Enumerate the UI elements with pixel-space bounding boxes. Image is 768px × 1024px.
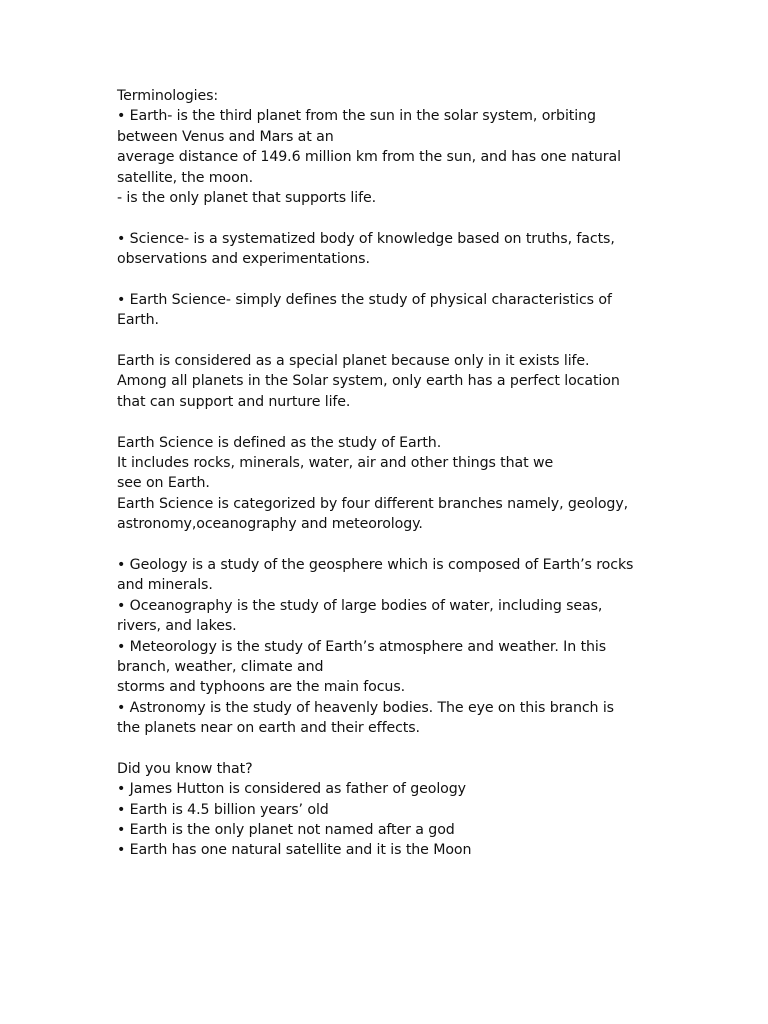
text-line: and minerals. — [117, 577, 213, 594]
text-line: Among all planets in the Solar system, only earth has a perfect location — [117, 373, 620, 390]
list-item: • James Hutton is considered as father of geology — [117, 781, 466, 798]
text-line: • Oceanography is the study of large bodies of water, including seas, — [117, 597, 603, 614]
text-line: that can support and nurture life. — [117, 393, 351, 410]
text-line: Earth is considered as a special planet because only in it exists life. — [117, 353, 590, 370]
section-heading-terminologies: Terminologies: — [117, 88, 219, 104]
text-line: the planets near on earth and their effects. — [117, 720, 420, 737]
text-line: rivers, and lakes. — [117, 618, 237, 635]
text-line: average distance of 149.6 million km from the sun, and has one natural — [117, 149, 621, 166]
paragraph-gap — [117, 739, 657, 759]
science-definition — [117, 229, 657, 270]
branches-list — [117, 555, 657, 739]
text-line: satellite, the moon. — [117, 169, 253, 186]
earth-science-intro-paragraph — [117, 433, 657, 535]
paragraph-gap — [117, 412, 657, 432]
text-line: • Earth- is the third planet from the sun in the solar system, orbiting — [117, 108, 596, 125]
list-item: • Earth has one natural satellite and it is the Moon — [117, 842, 472, 859]
facts-list — [117, 779, 657, 861]
document-body — [117, 86, 657, 861]
text-line: • Earth Science- simply defines the study of physical characteristics of — [117, 291, 612, 308]
text-line: • Astronomy is the study of heavenly bodies. The eye on this branch is — [117, 699, 614, 716]
list-item: • Earth is the only planet not named after a god — [117, 822, 455, 839]
text-line: astronomy,oceanography and meteorology. — [117, 516, 423, 533]
text-line: Earth Science is categorized by four different branches namely, geology, — [117, 495, 629, 512]
text-line: see on Earth. — [117, 475, 210, 492]
text-line: • Meteorology is the study of Earth’s atmosphere and weather. In this — [117, 638, 607, 655]
text-line: It includes rocks, minerals, water, air and other things that we — [117, 455, 554, 472]
special-planet-paragraph — [117, 351, 657, 412]
paragraph-gap — [117, 208, 657, 228]
paragraph-gap — [117, 535, 657, 555]
text-line: branch, weather, climate and — [117, 658, 324, 675]
text-line: between Venus and Mars at an — [117, 128, 334, 145]
text-line: Earth. — [117, 312, 159, 329]
text-line: • Geology is a study of the geosphere which is composed of Earth’s rocks — [117, 556, 634, 573]
section-heading-did-you-know: Did you know that? — [117, 760, 253, 777]
text-line: • Science- is a systematized body of knowledge based on truths, facts, — [117, 230, 615, 247]
text-line: storms and typhoons are the main focus. — [117, 679, 406, 696]
text-line: - is the only planet that supports life. — [117, 189, 377, 206]
earth-definition — [117, 106, 657, 208]
text-line: Earth Science is defined as the study of Earth. — [117, 434, 442, 451]
paragraph-gap — [117, 270, 657, 290]
text-line: observations and experimentations. — [117, 251, 370, 268]
earth-science-definition — [117, 290, 657, 331]
paragraph-gap — [117, 331, 657, 351]
list-item: • Earth is 4.5 billion years’ old — [117, 801, 329, 818]
